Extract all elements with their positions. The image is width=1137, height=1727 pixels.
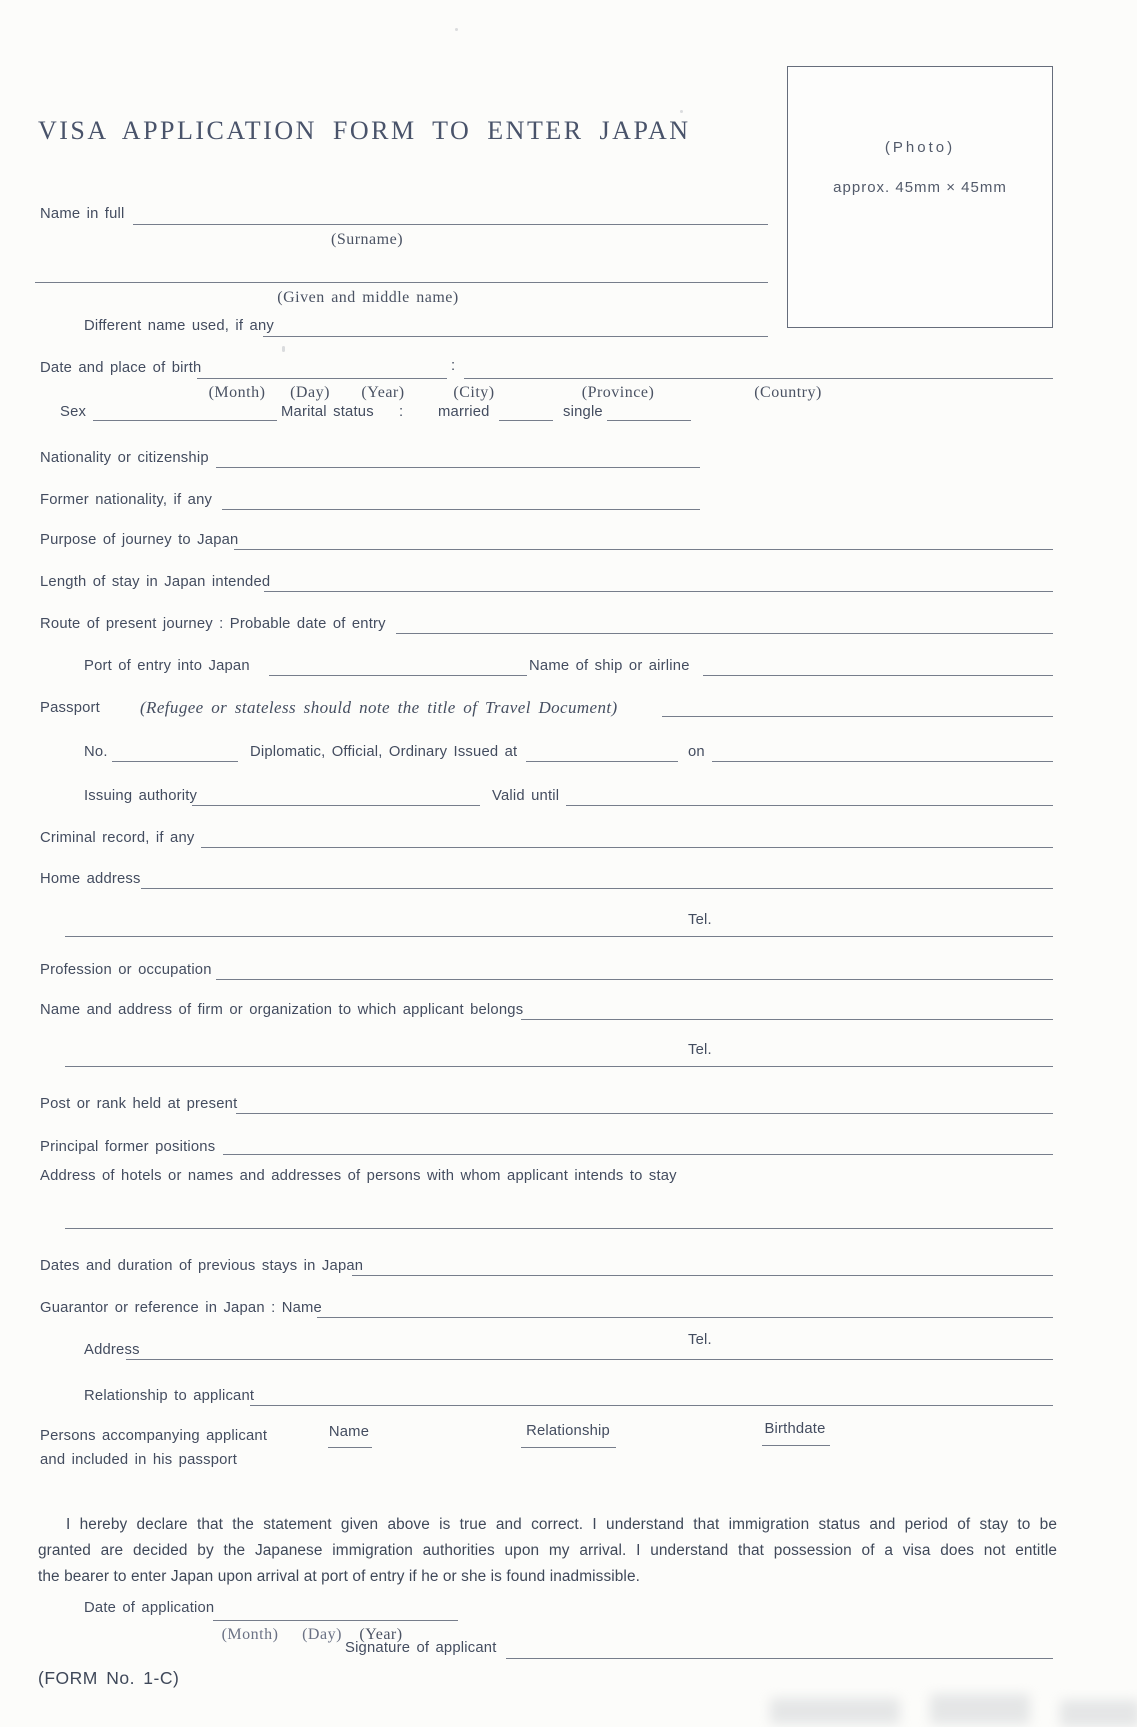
former-nationality-input-line[interactable]	[222, 509, 700, 510]
application-year-hint: (Year)	[359, 1626, 403, 1643]
country-hint: (Country)	[754, 384, 822, 401]
label-nationality: Nationality or citizenship	[40, 450, 209, 466]
firm-line2-input-line[interactable]	[65, 1066, 1053, 1067]
label-persons-accompanying-1: Persons accompanying applicant	[40, 1428, 268, 1444]
application-day-hint: (Day)	[302, 1626, 342, 1643]
page-title: VISA APPLICATION FORM TO ENTER JAPAN	[38, 116, 691, 145]
previous-stays-input-line[interactable]	[352, 1275, 1053, 1276]
birth-place-input-line[interactable]	[464, 378, 1053, 379]
column-birthdate-underline	[762, 1445, 830, 1446]
column-header-relationship: Relationship	[526, 1423, 610, 1439]
declaration-line-3: the bearer to enter Japan upon arrival at port of entry if he or she is found inadmissible.	[38, 1568, 640, 1585]
declaration-line-2: granted are decided by the Japanese immigration authorities upon my arrival. I understand that possession of a visa does not entitle	[38, 1542, 1057, 1559]
label-issuing-authority: Issuing authority	[84, 788, 198, 804]
scan-smudge	[770, 1698, 900, 1724]
criminal-record-input-line[interactable]	[201, 847, 1053, 848]
month-hint: (Month)	[208, 384, 266, 401]
passport-no-input-line[interactable]	[112, 761, 238, 762]
scan-smudge	[930, 1694, 1030, 1724]
label-criminal-record: Criminal record, if any	[40, 830, 195, 846]
passport-refugee-note: (Refugee or stateless should note the title of Travel Document)	[140, 698, 618, 717]
sex-input-line[interactable]	[93, 420, 277, 421]
nationality-input-line[interactable]	[216, 467, 700, 468]
birth-date-input-line[interactable]	[197, 378, 447, 379]
city-hint: (City)	[453, 384, 495, 401]
label-length-of-stay: Length of stay in Japan intended	[40, 574, 271, 590]
label-profession: Profession or occupation	[40, 962, 212, 978]
issued-on-input-line[interactable]	[712, 761, 1053, 762]
hotels-input-line[interactable]	[65, 1228, 1053, 1229]
port-of-entry-input-line[interactable]	[269, 675, 527, 676]
issuing-authority-input-line[interactable]	[192, 805, 480, 806]
label-signature: Signature of applicant	[345, 1640, 497, 1656]
single-check-line[interactable]	[607, 420, 691, 421]
photo-attachment-box[interactable]	[787, 66, 1053, 328]
married-check-line[interactable]	[499, 420, 553, 421]
home-address-line2-input-line[interactable]	[65, 936, 1053, 937]
passport-title-input-line[interactable]	[662, 716, 1053, 717]
label-guarantor-tel: Tel.	[688, 1332, 712, 1348]
home-address-input-line[interactable]	[141, 888, 1053, 889]
label-previous-stays: Dates and duration of previous stays in Japan	[40, 1258, 364, 1274]
label-issued-on: on	[688, 744, 705, 760]
label-hotels: Address of hotels or names and addresses of persons with whom applicant intends to stay	[40, 1168, 677, 1184]
declaration-line-1: I hereby declare that the statement given above is true and correct. I understand that immigration status and period of stay to be	[66, 1516, 1057, 1533]
profession-input-line[interactable]	[216, 979, 1053, 980]
label-relationship-to-applicant: Relationship to applicant	[84, 1388, 255, 1404]
label-port-of-entry: Port of entry into Japan	[84, 658, 250, 674]
column-header-birthdate: Birthdate	[764, 1421, 826, 1437]
length-of-stay-input-line[interactable]	[264, 591, 1053, 592]
label-different-name: Different name used, if any	[84, 318, 274, 334]
post-or-rank-input-line[interactable]	[236, 1113, 1053, 1114]
application-month-hint: (Month)	[221, 1626, 279, 1643]
scan-artifact-dot	[680, 110, 683, 113]
given-name-hint: (Given and middle name)	[277, 289, 459, 306]
marital-colon: :	[399, 404, 404, 420]
photo-size-hint: approx. 45mm × 45mm	[833, 179, 1007, 196]
label-passport-no: No.	[84, 744, 108, 760]
day-hint: (Day)	[290, 384, 330, 401]
label-guarantor: Guarantor or reference in Japan : Name	[40, 1300, 322, 1316]
label-marital-status: Marital status	[281, 404, 374, 420]
column-name-underline	[328, 1447, 372, 1448]
surname-hint: (Surname)	[330, 231, 404, 248]
label-former-positions: Principal former positions	[40, 1139, 216, 1155]
relationship-input-line[interactable]	[250, 1405, 1053, 1406]
label-passport: Passport	[40, 700, 100, 716]
label-date-place-of-birth: Date and place of birth	[40, 360, 202, 376]
label-route: Route of present journey : Probable date of entry	[40, 616, 386, 632]
label-firm-tel: Tel.	[688, 1042, 712, 1058]
label-guarantor-address: Address	[84, 1342, 140, 1358]
label-post-or-rank: Post or rank held at present	[40, 1096, 238, 1112]
label-home-address: Home address	[40, 871, 141, 887]
birth-colon: :	[451, 358, 456, 374]
label-home-tel: Tel.	[688, 912, 712, 928]
issued-at-input-line[interactable]	[526, 761, 678, 762]
year-hint: (Year)	[361, 384, 405, 401]
surname-input-line[interactable]	[133, 224, 768, 225]
guarantor-name-input-line[interactable]	[317, 1317, 1053, 1318]
former-positions-input-line[interactable]	[223, 1154, 1053, 1155]
scan-smudge	[1060, 1700, 1137, 1727]
scan-artifact-mark	[282, 346, 285, 352]
label-sex: Sex	[60, 404, 87, 420]
label-purpose: Purpose of journey to Japan	[40, 532, 239, 548]
ship-or-airline-input-line[interactable]	[703, 675, 1053, 676]
label-firm: Name and address of firm or organization to which applicant belongs	[40, 1002, 524, 1018]
label-ship-or-airline: Name of ship or airline	[529, 658, 690, 674]
label-passport-type: Diplomatic, Official, Ordinary Issued at	[250, 744, 518, 760]
firm-input-line[interactable]	[521, 1019, 1053, 1020]
label-name-in-full: Name in full	[40, 206, 125, 222]
guarantor-address-input-line[interactable]	[126, 1359, 1053, 1360]
label-former-nationality: Former nationality, if any	[40, 492, 213, 508]
province-hint: (Province)	[581, 384, 655, 401]
column-relationship-underline	[521, 1447, 616, 1448]
route-input-line[interactable]	[396, 633, 1053, 634]
label-single: single	[563, 404, 603, 420]
label-valid-until: Valid until	[492, 788, 560, 804]
label-married: married	[438, 404, 490, 420]
column-header-name: Name	[328, 1424, 370, 1440]
form-number: (FORM No. 1-C)	[38, 1668, 180, 1688]
purpose-input-line[interactable]	[234, 549, 1053, 550]
photo-label: (Photo)	[884, 139, 956, 156]
date-of-application-input-line[interactable]	[213, 1620, 458, 1621]
label-date-of-application: Date of application	[84, 1600, 215, 1616]
signature-input-line[interactable]	[506, 1658, 1053, 1659]
valid-until-input-line[interactable]	[566, 805, 1053, 806]
different-name-input-line[interactable]	[263, 336, 768, 337]
given-name-input-line[interactable]	[35, 282, 768, 283]
label-persons-accompanying-2: and included in his passport	[40, 1452, 238, 1468]
scan-artifact-dot	[455, 28, 458, 31]
